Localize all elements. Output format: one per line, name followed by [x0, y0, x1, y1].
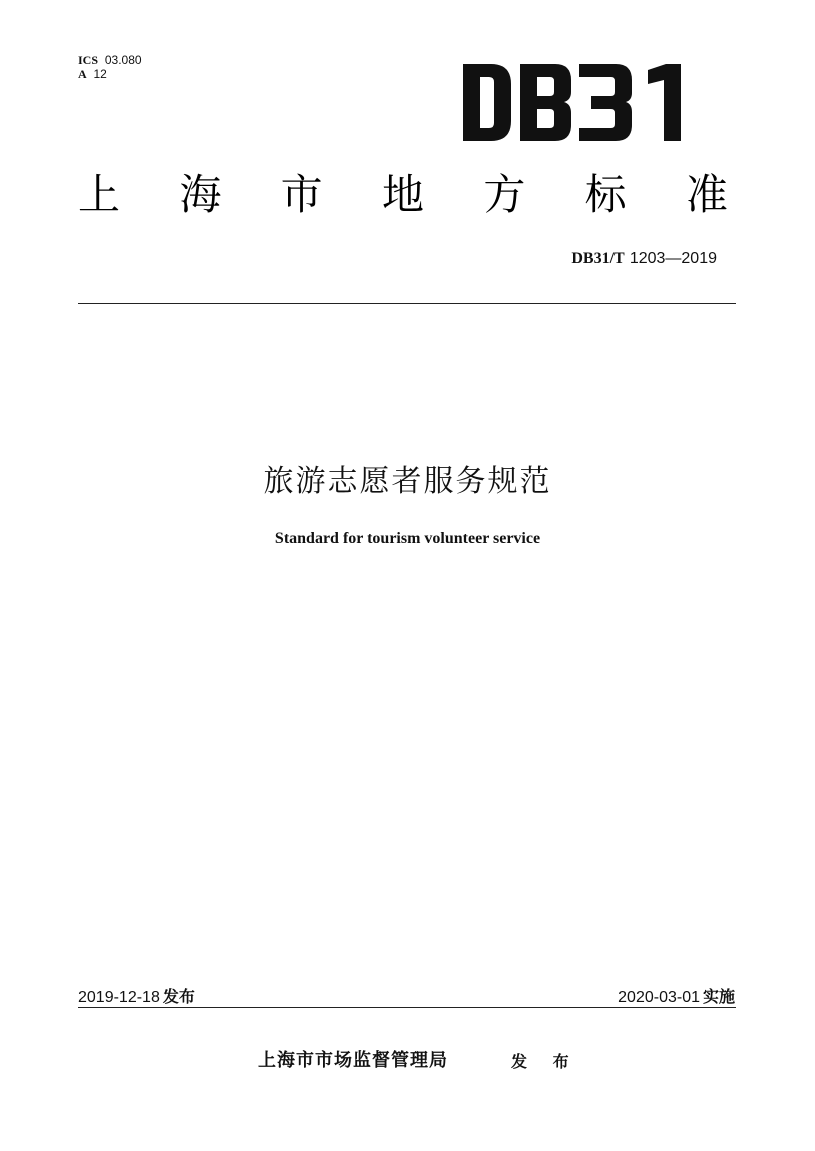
- document-title-english: Standard for tourism volunteer service: [274, 530, 541, 547]
- classification-block: [78, 53, 142, 81]
- implement-date: [618, 984, 735, 1007]
- standard-type-char: 市: [280, 170, 323, 219]
- issue-date-value: 2019-12-18: [78, 989, 160, 1006]
- ics-value: 03.080: [104, 53, 142, 67]
- standard-type-char: 上: [78, 170, 121, 219]
- implement-date-label: 实施: [702, 987, 735, 1006]
- ccs-value: 12: [93, 67, 107, 81]
- standard-type-char: 地: [381, 170, 424, 219]
- issue-date: [78, 984, 195, 1007]
- ccs-key: A: [78, 67, 87, 81]
- db31-logo: [463, 64, 689, 141]
- standard-type-char: 准: [685, 170, 728, 219]
- ccs-line: [78, 67, 142, 81]
- standard-type-char: 方: [483, 170, 526, 219]
- bottom-divider: [78, 1007, 736, 1008]
- ics-key: ICS: [78, 53, 99, 67]
- standard-code: [571, 248, 717, 268]
- implement-date-value: 2020-03-01: [618, 989, 700, 1006]
- ics-line: [78, 53, 142, 67]
- standard-type-char: 标: [584, 170, 627, 219]
- standard-type-char: 海: [179, 170, 222, 219]
- publisher-action: 发 布: [511, 1052, 579, 1071]
- document-title-chinese: 旅游志愿者服务规范: [263, 464, 552, 499]
- standard-code-prefix: DB31/T: [571, 250, 625, 267]
- publisher-name: 上海市市场监督管理局: [258, 1050, 448, 1071]
- top-divider: [78, 303, 736, 304]
- issue-date-label: 发布: [162, 987, 195, 1006]
- standard-type-heading: [78, 166, 728, 218]
- standard-code-number: 1203—2019: [629, 250, 717, 267]
